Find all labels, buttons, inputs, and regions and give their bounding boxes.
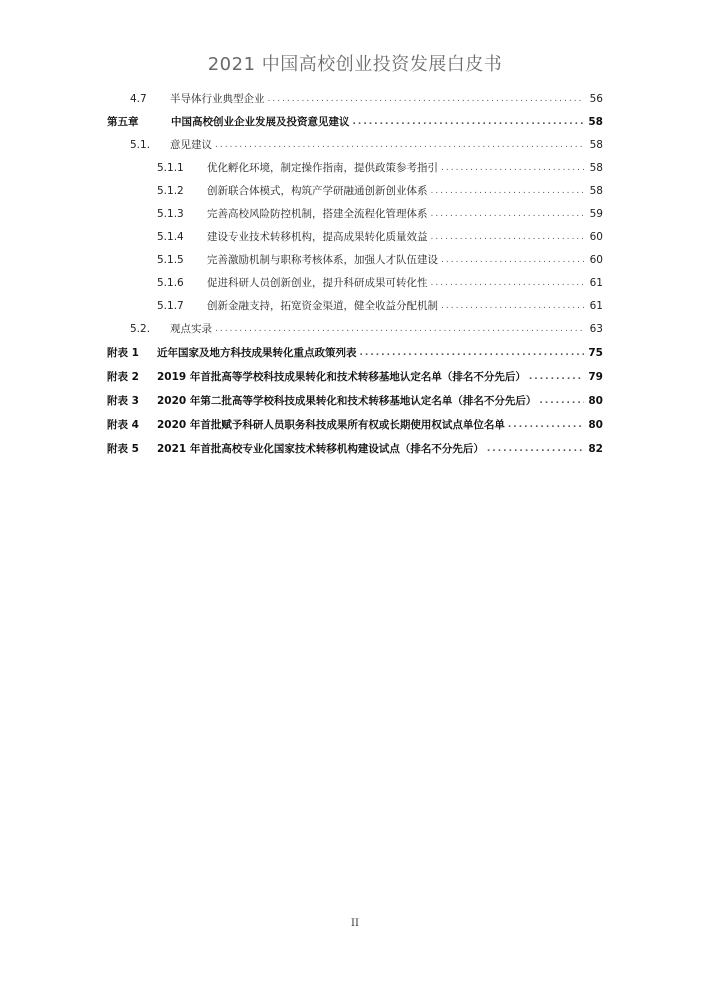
toc-entry-number: 5.1.2 xyxy=(157,185,184,197)
toc-leader-dots xyxy=(508,416,584,434)
toc-entry-page: 60 xyxy=(589,231,603,243)
toc-leader-dots xyxy=(215,320,584,338)
toc-entry-page: 80 xyxy=(588,395,603,407)
toc-leader-dots xyxy=(487,440,584,458)
toc-leader-dots xyxy=(353,113,585,131)
toc-entry-title: 2020 年首批赋予科研人员职务科技成果所有权或长期使用权试点单位名单 xyxy=(157,419,505,431)
toc-entry-title: 中国高校创业企业发展及投资意见建议 xyxy=(171,116,350,128)
toc-entry-page: 80 xyxy=(588,419,603,431)
toc-entry-page: 58 xyxy=(588,116,603,128)
toc-entry-number: 5.1.1 xyxy=(157,162,184,174)
toc-entry-page: 82 xyxy=(588,443,603,455)
toc-entry-number: 附表 3 xyxy=(107,395,139,407)
toc-entry[interactable] xyxy=(157,182,603,200)
toc-leader-dots xyxy=(268,90,585,108)
toc-entry-title: 近年国家及地方科技成果转化重点政策列表 xyxy=(157,347,357,359)
toc-entry-title: 观点实录 xyxy=(170,323,212,335)
toc-leader-dots xyxy=(431,205,585,223)
toc-entry[interactable] xyxy=(107,440,603,458)
toc-entry-page: 61 xyxy=(589,277,603,289)
toc-entry-title: 2020 年第二批高等学校科技成果转化和技术转移基地认定名单（排名不分先后） xyxy=(157,395,537,407)
toc-entry-page: 60 xyxy=(589,254,603,266)
toc-entry-title: 半导体行业典型企业 xyxy=(170,93,265,105)
toc-entry[interactable] xyxy=(107,368,603,386)
toc-leader-dots xyxy=(431,274,585,292)
toc-entry-page: 59 xyxy=(589,208,603,220)
toc-entry-title: 创新联合体模式，构筑产学研融通创新创业体系 xyxy=(207,185,428,197)
toc-entry-page: 56 xyxy=(589,93,603,105)
toc-entry-number: 5.1.4 xyxy=(157,231,184,243)
toc-entry[interactable] xyxy=(130,320,603,338)
toc-entry[interactable] xyxy=(107,344,603,362)
toc-entry-title: 优化孵化环境，制定操作指南，提供政策参考指引 xyxy=(207,162,438,174)
toc-entry[interactable] xyxy=(157,159,603,177)
toc-leader-dots xyxy=(431,228,585,246)
toc-entry-title: 建设专业技术转移机构，提高成果转化质量效益 xyxy=(207,231,428,243)
toc-leader-dots xyxy=(441,251,584,269)
toc-entry-number: 4.7 xyxy=(130,93,147,105)
toc-entry-number: 5.2. xyxy=(130,323,151,335)
toc-leader-dots xyxy=(441,297,584,315)
toc-entry-page: 58 xyxy=(589,139,603,151)
toc-entry-title: 创新金融支持，拓宽资金渠道，健全收益分配机制 xyxy=(207,300,438,312)
toc-leader-dots xyxy=(529,368,584,386)
toc-entry-number: 5.1.5 xyxy=(157,254,184,266)
toc-entry-number: 第五章 xyxy=(107,116,139,128)
toc-entry-number: 附表 2 xyxy=(107,371,139,383)
toc-entry-title: 完善激励机制与职称考核体系，加强人才队伍建设 xyxy=(207,254,438,266)
toc-entry[interactable] xyxy=(130,136,603,154)
toc-entry[interactable] xyxy=(157,228,603,246)
toc-entry[interactable] xyxy=(107,113,603,131)
toc-entry-number: 5.1.3 xyxy=(157,208,184,220)
toc-entry[interactable] xyxy=(157,297,603,315)
toc-entry[interactable] xyxy=(130,90,603,108)
toc-leader-dots xyxy=(215,136,584,154)
toc-entry-number: 附表 5 xyxy=(107,443,139,455)
toc-entry[interactable] xyxy=(107,416,603,434)
toc-entry-title: 意见建议 xyxy=(170,139,212,151)
page-title: 2021 中国高校创业投资发展白皮书 xyxy=(207,54,503,75)
toc-entry-title: 完善高校风险防控机制，搭建全流程化管理体系 xyxy=(207,208,428,220)
toc-leader-dots xyxy=(539,392,584,410)
toc-entry-page: 79 xyxy=(588,371,603,383)
toc-entry-title: 促进科研人员创新创业，提升科研成果可转化性 xyxy=(207,277,428,289)
toc-leader-dots xyxy=(360,344,585,362)
toc-entry-title: 2021 年首批高校专业化国家技术转移机构建设试点（排名不分先后） xyxy=(157,443,484,455)
toc-entry-number: 5.1. xyxy=(130,139,151,151)
toc-entry-number: 5.1.6 xyxy=(157,277,184,289)
toc-entry-page: 75 xyxy=(588,347,603,359)
toc-entry[interactable] xyxy=(157,274,603,292)
toc-entry[interactable] xyxy=(157,251,603,269)
toc-entry[interactable] xyxy=(157,205,603,223)
toc-entry-page: 58 xyxy=(589,162,603,174)
toc-entry-page: 63 xyxy=(589,323,603,335)
toc-entry-number: 附表 4 xyxy=(107,419,139,431)
toc-leader-dots xyxy=(431,182,585,200)
page-number: II xyxy=(351,918,359,929)
toc-entry-title: 2019 年首批高等学校科技成果转化和技术转移基地认定名单（排名不分先后） xyxy=(157,371,526,383)
toc-entry-number: 附表 1 xyxy=(107,347,139,359)
toc-entry-number: 5.1.7 xyxy=(157,300,184,312)
toc-leader-dots xyxy=(441,159,584,177)
toc-entry-page: 61 xyxy=(589,300,603,312)
toc-entry[interactable] xyxy=(107,392,603,410)
toc-entry-page: 58 xyxy=(589,185,603,197)
